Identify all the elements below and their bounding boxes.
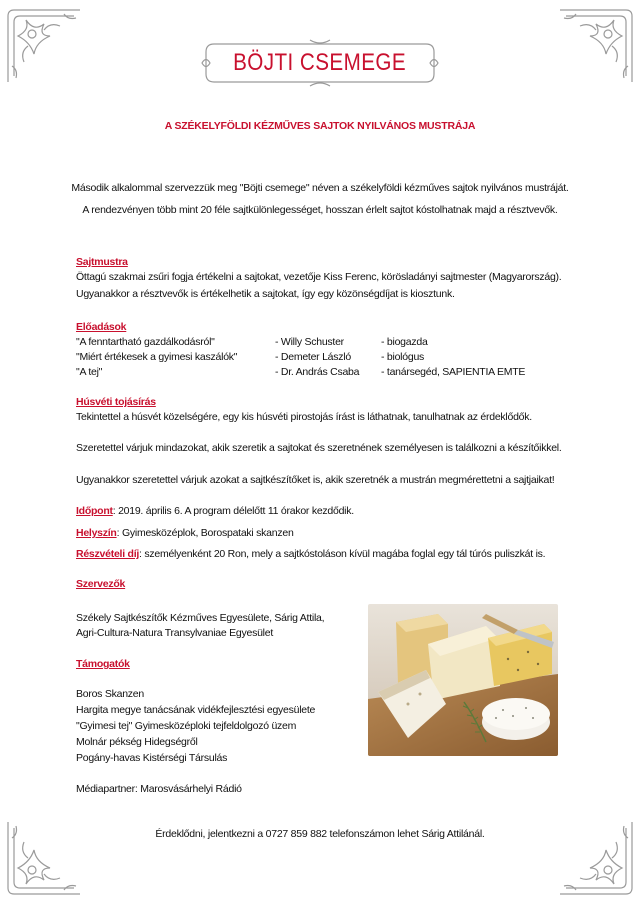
helyszin-label: Helyszín	[76, 527, 117, 539]
intro-line-1: Második alkalommal szervezzük meg "Böjti csemege" néven a székelyföldi kézműves sajtok nyilvános mustráját.	[71, 182, 569, 194]
supporter-5: Pogány-havas Kistérségi Társulás	[76, 752, 228, 764]
lecture-role-1: - biogazda	[381, 336, 428, 348]
cheese-photo	[368, 604, 558, 756]
dij-value: : személyenként 20 Ron, mely a sajtkóstoláson kívül magába foglal egy tál túrós puliszkát is.	[139, 548, 546, 560]
corner-ornament-top-right	[556, 6, 636, 86]
szervezok-line-2: Agri-Cultura-Natura Transylvaniae Egyesület	[76, 627, 274, 639]
media-partner: Médiapartner: Marosvásárhelyi Rádió	[76, 783, 242, 795]
supporter-1: Boros Skanzen	[76, 688, 144, 700]
szervezok-line-1: Székely Sajtkészítők Kézműves Egyesülete, Sárig Attila,	[76, 612, 325, 624]
contact-line: Érdeklődni, jelentkezni a 0727 859 882 telefonszámon lehet Sárig Attilánál.	[155, 828, 485, 840]
lecture-role-2: - biológus	[381, 351, 425, 363]
supporter-3: "Gyimesi tej" Gyimesközéploki tejfeldolgozó üzem	[76, 720, 297, 732]
sajtmustra-line-1: Öttagú szakmai zsűri fogja értékelni a sajtokat, vezetője Kiss Ferenc, körösladányi sajtmester (Magyarország).	[76, 271, 562, 283]
subtitle: A SZÉKELYFÖLDI KÉZMŰVES SAJTOK NYILVÁNOS MUSTRÁJA	[164, 120, 476, 132]
section-heading-husveti: Húsvéti tojásírás	[76, 396, 156, 408]
supporter-2: Hargita megye tanácsának vidékfejlesztési egyesülete	[76, 704, 316, 716]
sajtmustra-line-2: Ugyanakkor a résztvevők is értékelhetik a sajtokat, így egy közönségdíjat is kiosztunk.	[76, 288, 455, 300]
lecture-speaker-1: - Willy Schuster	[275, 336, 344, 348]
section-heading-eloadasok: Előadások	[76, 321, 127, 333]
corner-ornament-top-left	[4, 6, 84, 86]
idopont-value: : 2019. április 6. A program délelőtt 11 órakor kezdődik.	[112, 505, 354, 517]
intro-line-2: A rendezvényen több mint 20 féle sajtkülönlegességet, hosszan érlelt sajtot kóstolhatnak majd a résztvevők.	[82, 204, 558, 216]
lecture-title-2: "Miért értékesek a gyimesi kaszálók"	[76, 351, 238, 363]
supporter-4: Molnár pékség Hidegségről	[76, 736, 198, 748]
lecture-speaker-2: - Demeter László	[275, 351, 351, 363]
page-title: BÖJTI CSEMEGE	[233, 49, 407, 76]
husveti-line-2: Szeretettel várjuk mindazokat, akik szeretik a sajtokat és szeretnének személyesen is találkozni a készítőikkel.	[76, 442, 562, 454]
section-heading-tamogatok: Támogatók	[76, 658, 130, 670]
info-helyszin	[76, 527, 294, 540]
lecture-title-3: "A tej"	[76, 366, 103, 378]
section-heading-szervezok: Szervezők	[76, 578, 126, 590]
section-heading-sajtmustra: Sajtmustra	[76, 256, 128, 268]
lecture-title-1: "A fenntartható gazdálkodásról"	[76, 336, 215, 348]
husveti-line-3: Ugyanakkor szeretettel várjuk azokat a sajtkészítőket is, akik szeretnék a mustrán megmérettetni a sajtjaikat!	[76, 474, 555, 486]
idopont-label: Időpont	[76, 505, 113, 517]
lecture-role-3: - tanársegéd, SAPIENTIA EMTE	[381, 366, 526, 378]
husveti-line-1: Tekintettel a húsvét közelségére, egy kis húsvéti pirostojás írást is láthatnak, tanulhatnak az érdeklődők.	[76, 411, 532, 423]
dij-label: Részvételi díj	[76, 548, 140, 560]
info-idopont	[76, 505, 354, 518]
title-banner	[200, 38, 440, 88]
lecture-speaker-3: - Dr. András Csaba	[275, 366, 360, 378]
info-reszveteli-dij	[76, 548, 545, 561]
helyszin-value: : Gyimesközéplok, Borospataki skanzen	[116, 527, 294, 539]
